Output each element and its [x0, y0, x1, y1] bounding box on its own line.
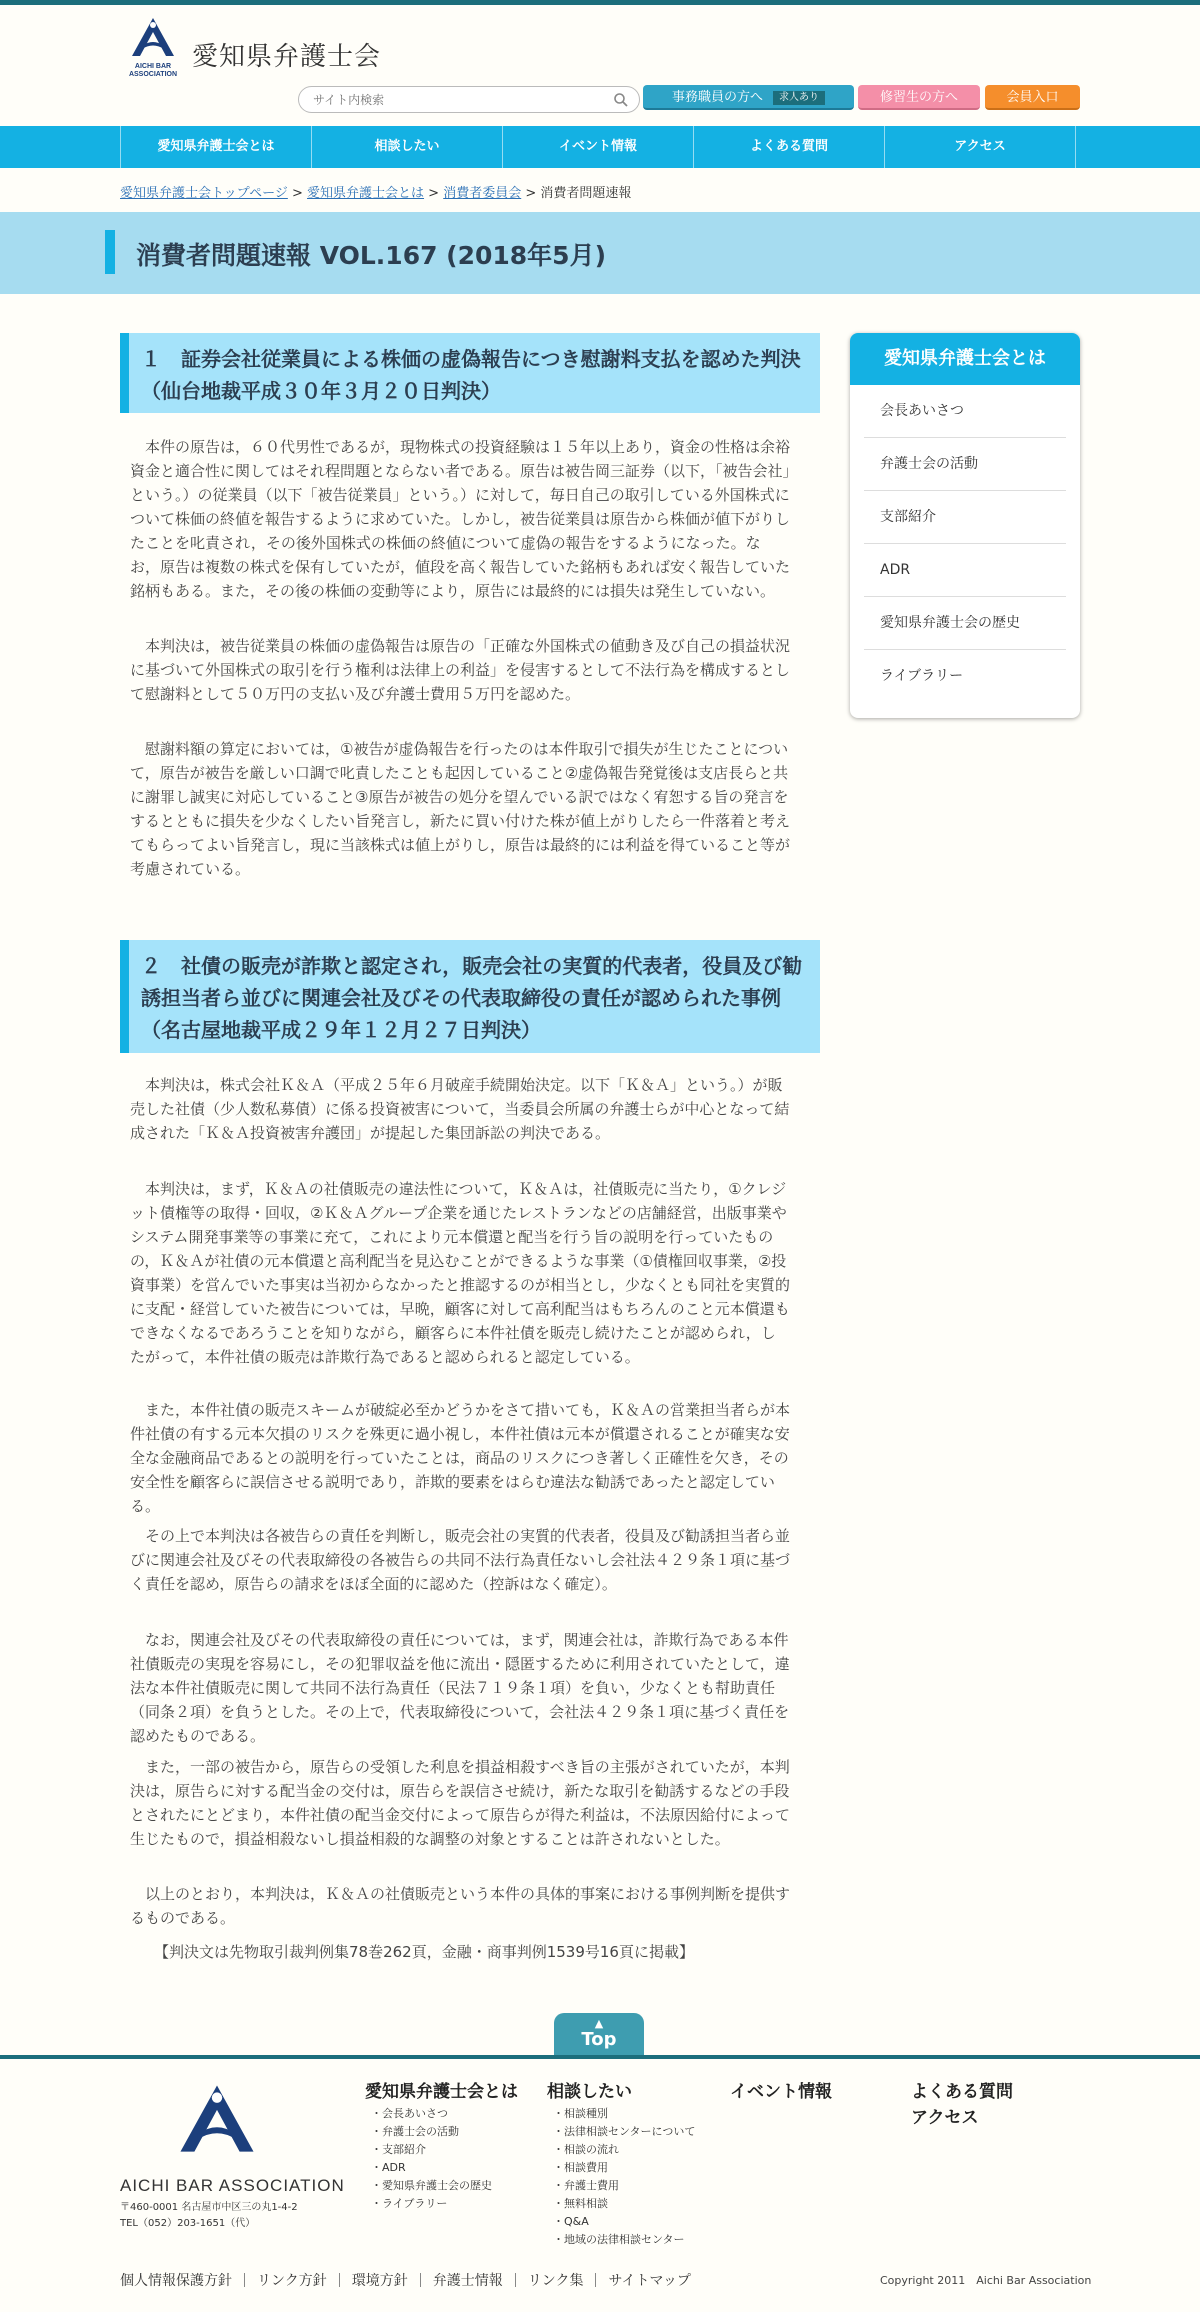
footer-link[interactable]: ・ 弁護士会の活動: [365, 2123, 518, 2141]
staff-button[interactable]: [643, 85, 854, 110]
copyright: Copyright 2011 Aichi Bar Association: [880, 2274, 1092, 2287]
footer-column-about: [365, 2079, 518, 2213]
breadcrumb-separator: >: [287, 186, 308, 201]
footer-link[interactable]: ・ 相談費用: [547, 2159, 695, 2177]
separator: [420, 2273, 421, 2287]
paragraph: また，本件社債の販売スキームが破綻必至かどうかをさて措いても，Ｋ＆Ａの営業担当者らが本件社債の有する元本欠損のリスクを殊更に過小視し，本件社債は元本が償還されることが確実な安全な金融商品であるとの説明を行っていたことは，商品のリスクにつき著しく正確性を欠き，その安全性を顧客らに誤信させる説明であり，詐欺的要素をはらむ違法な勧誘であったと認定している。: [130, 1401, 791, 1515]
footer-address-block: [120, 2200, 298, 2232]
footer-heading[interactable]: アクセス: [911, 2108, 979, 2128]
separator: [244, 2273, 245, 2287]
footer-link[interactable]: ・ 法律相談センターについて: [547, 2123, 695, 2141]
footer-heading[interactable]: 愛知県弁護士会とは: [365, 2082, 518, 2102]
sidebar-item-library[interactable]: ライブラリー: [880, 668, 964, 684]
site-logo[interactable]: [128, 16, 178, 84]
job-badge: 求人あり: [773, 91, 825, 105]
breadcrumb-link-committee[interactable]: 消費者委員会: [443, 186, 522, 201]
footer-address: 〒460-0001 名古屋市中区三の丸1-4-2: [120, 2202, 298, 2213]
paragraph: 本判決は，まず，Ｋ＆Ａの社債販売の違法性について，Ｋ＆Ａは，社債販売に当たり，①クレジット債権等の取得・回収，②Ｋ＆Ａグループ企業を通じたレストランなどの店舗経営，出版事業やシステム開発事業等の事業に充て，これにより元本償還と配当を行う旨の説明を行っていたものの，Ｋ＆Ａが社債の元本償還と高利配当を見込むことができるような事業（①債権回収事業，②投資事業）を営んでいた事実は当初からなかったと推認するのが相当とし，少なくとも同社を実質的に支配・経営していた被告については，早晩，顧客に対して高利配当はもちろんのこと元本償還もできなくなるであろうことを知りながら，顧客らに本件社債を販売し続けたことが認められ，したがって，本件社債の販売は詐欺行為であると認められると認定している。: [130, 1180, 791, 1366]
sidebar-item-branches[interactable]: 支部紹介: [864, 491, 1066, 544]
paragraph: また，一部の被告から，原告らの受領した利息を損益相殺すべき旨の主張がされていたが，本判決は，原告らに対する配当金の交付は，原告らを誤信させ続け，新たな取引を勧誘するなどの手段とされたにとどまり，本件社債の配当金交付によって原告らが得た利益は，不法原因給付によって生じたもので，損益相殺ないし損益相殺的な調整の対象とすることは許されないとした。: [130, 1758, 791, 1848]
breadcrumb-current: 消費者問題速報: [540, 186, 632, 201]
separator: [339, 2273, 340, 2287]
breadcrumb-separator: >: [521, 186, 541, 201]
footer-link[interactable]: ・ 愛知県弁護士会の歴史: [365, 2177, 518, 2195]
nav-item-events[interactable]: イベント情報: [502, 126, 693, 168]
footer-heading[interactable]: 相談したい: [547, 2082, 632, 2102]
breadcrumb-link-about[interactable]: 愛知県弁護士会とは: [307, 186, 425, 201]
footer-link-lawyer-info[interactable]: 弁護士情報: [432, 2273, 503, 2289]
sidebar-item-greeting[interactable]: 会長あいさつ: [864, 385, 1066, 438]
paragraph: 以上のとおり，本判決は，Ｋ＆Ａの社債販売という本件の具体的事案における事例判断を提供するものである。: [130, 1885, 791, 1927]
sidebar-item-history[interactable]: 愛知県弁護士会の歴史: [864, 597, 1066, 650]
section-heading-2-text: ２ 社債の販売が詐欺と認定され，販売会社の実質的代表者，役員及び勧誘担当者ら並びに関連会社及びその代表取締役の責任が認められた事例（名古屋地裁平成２９年１２月２７日判決）: [141, 954, 803, 1042]
nav-item-consult[interactable]: 相談したい: [311, 126, 502, 168]
footer-link-privacy[interactable]: 個人情報保護方針: [120, 2273, 232, 2289]
paragraph: 慰謝料額の算定においては，①被告が虚偽報告を行ったのは本件取引で損失が生じたことについて，原告が被告を厳しい口調で叱責したことも起因していること②虚偽報告発覚後は支店長らと共に謝罪し誠実に対応していること③原告が被告の処分を望んでいる訳ではなく宥恕する旨の発言をするとともに損失を少なくしたい旨発言し，新たに買い付けた株が値上がりしたら一件落着と考えてもらってよい旨発言し，現に当該株式は値上がりし，原告は最終的には利益を得ていること等が考慮されている。: [130, 740, 791, 878]
title-accent-bar: [105, 230, 115, 274]
nav-item-about[interactable]: 愛知県弁護士会とは: [120, 126, 311, 168]
footer-bottom-links: [120, 2270, 691, 2290]
footer-heading[interactable]: イベント情報: [730, 2082, 832, 2102]
arrow-up-icon: ▲: [594, 2017, 604, 2030]
page-title: 消費者問題速報 VOL.167 (2018年5月): [136, 241, 607, 270]
footer-column-faq: [911, 2079, 1013, 2131]
footer-link[interactable]: ・ 支部紹介: [365, 2141, 518, 2159]
global-nav: [0, 126, 1200, 168]
search-box[interactable]: [298, 86, 640, 113]
nav-item-access[interactable]: アクセス: [884, 126, 1075, 168]
footer-link-link-policy[interactable]: リンク方針: [257, 2273, 327, 2289]
search-icon[interactable]: [613, 92, 629, 108]
section-heading-1: [120, 333, 820, 413]
footer-link-sitemap[interactable]: サイトマップ: [608, 2273, 691, 2289]
sidebar: [850, 333, 1080, 718]
separator: [515, 2273, 516, 2287]
paragraph: 本件の原告は，６０代男性であるが，現物株式の投資経験は１５年以上あり，資金の性格は余裕資金と適合性に関してはそれ程問題とならない者である。原告は被告岡三証券（以下，「被告会社」という。）の従業員（以下「被告従業員」という。）に対して，毎日自己の取引している外国株式について株価の終値を報告するように求めていた。しかし，被告従業員は原告から株価が値下がりしたことを叱責され，その後外国株式の株価の終値について虚偽の報告をするようになった。なお，原告は複数の株式を保有していたが，値段を高く報告していた銘柄もあれば安く報告していた銘柄もある。また，その後の株価の変動等により，原告には最終的には損失は発生していない。: [130, 438, 791, 600]
footer-link[interactable]: ・ 弁護士費用: [547, 2177, 695, 2195]
footer-column-events: [730, 2079, 832, 2105]
paragraph: 本判決は，被告従業員の株価の虚偽報告は原告の「正確な外国株式の値動き及び自己の損益状況に基づいて外国株式の取引を行う権利は法律上の利益」を侵害するとして不法行為を構成するとして慰謝料として５０万円の支払い及び弁護士費用５万円を認めた。: [130, 637, 791, 703]
footer-column-consult: [547, 2079, 695, 2249]
footer-divider: [0, 2055, 1200, 2059]
footer-link[interactable]: ・ ライブラリー: [365, 2195, 518, 2213]
section-heading-1-text: １ 証券会社従業員による株価の虚偽報告につき慰謝料支払を認めた判決（仙台地裁平成３０年３月２０日判決）: [141, 347, 801, 403]
footer-link[interactable]: ・ Q&A: [547, 2213, 695, 2231]
paragraph: なお，関連会社及びその代表取締役の責任については，まず，関連会社は，詐欺行為である本件社債販売の実現を容易にし，その犯罪収益を他に流出・隠匿するために利用されていたとして，違法な本件社債販売に関して共同不法行為責任（民法７１９条１項）を負い，少なくとも幇助責任（同条２項）を負うとした。その上で，代表取締役について，会社法４２９条１項に基づく責任を認めたものである。: [130, 1631, 790, 1745]
footer-link[interactable]: ・ 相談種別: [547, 2105, 695, 2123]
footer-tel: TEL（052）203-1651（代）: [120, 2218, 256, 2229]
sidebar-item-activities[interactable]: 弁護士会の活動: [864, 438, 1066, 491]
top-stripe: [0, 0, 1200, 5]
footer-logo[interactable]: [172, 2082, 262, 2162]
member-login-button[interactable]: 会員入口: [985, 85, 1080, 110]
reference-note: 【判決文は先物取引裁判例集78巻262頁，金融・商事判例1539号16頁に掲載】: [154, 1943, 694, 1961]
logo-text: AICHI BAR ASSOCIATION: [128, 63, 178, 78]
paragraph: その上で本判決は各被告らの責任を判断し，販売会社の実質的代表者，役員及び勧誘担当者ら並びに関連会社及びその代表取締役の各被告らの共同不法行為責任ないし会社法４２９条１項に基づく責任を認め，原告らの請求をほぼ全面的に認めた（控訴はなく確定）。: [130, 1527, 791, 1593]
trainee-button[interactable]: 修習生の方へ: [858, 85, 980, 110]
logo-emblem-icon: [172, 2082, 262, 2162]
footer-link-links[interactable]: リンク集: [527, 2273, 584, 2289]
breadcrumb-separator: >: [424, 186, 444, 201]
section-heading-2: [120, 940, 820, 1053]
search-input[interactable]: [313, 92, 593, 108]
footer-link[interactable]: ・ 会長あいさつ: [365, 2105, 518, 2123]
back-to-top-button[interactable]: [554, 2013, 644, 2057]
footer-link[interactable]: ・ 地域の法律相談センター: [547, 2231, 695, 2249]
footer-link-environment[interactable]: 環境方針: [351, 2273, 408, 2289]
paragraph: 本判決は，株式会社Ｋ＆Ａ（平成２５年６月破産手続開始決定。以下「Ｋ＆Ａ」という。）が販売した社債（少人数私募債）に係る投資被害について，当委員会所属の弁護士らが中心となって結成された「Ｋ＆Ａ投資被害弁護団」が提起した集団訴訟の判決である。: [130, 1076, 790, 1142]
footer-heading[interactable]: よくある質問: [911, 2082, 1013, 2102]
sidebar-title[interactable]: 愛知県弁護士会とは: [850, 333, 1080, 385]
footer-link[interactable]: ・ ADR: [365, 2159, 518, 2177]
sidebar-item-adr[interactable]: ADR: [864, 544, 1066, 597]
site-name[interactable]: 愛知県弁護士会: [192, 42, 382, 72]
footer-link[interactable]: ・ 無料相談: [547, 2195, 695, 2213]
staff-button-label: 事務職員の方へ: [671, 90, 763, 105]
nav-item-faq[interactable]: よくある質問: [693, 126, 884, 168]
footer-association-name: AICHI BAR ASSOCIATION: [120, 2176, 345, 2195]
top-button-label: Top: [581, 2029, 617, 2050]
logo-emblem-icon: [128, 16, 178, 62]
breadcrumb-link-top[interactable]: 愛知県弁護士会トップページ: [120, 186, 288, 201]
separator: [595, 2273, 596, 2287]
nav-divider: [1075, 126, 1076, 168]
footer-link[interactable]: ・ 相談の流れ: [547, 2141, 695, 2159]
breadcrumb: [120, 182, 631, 201]
